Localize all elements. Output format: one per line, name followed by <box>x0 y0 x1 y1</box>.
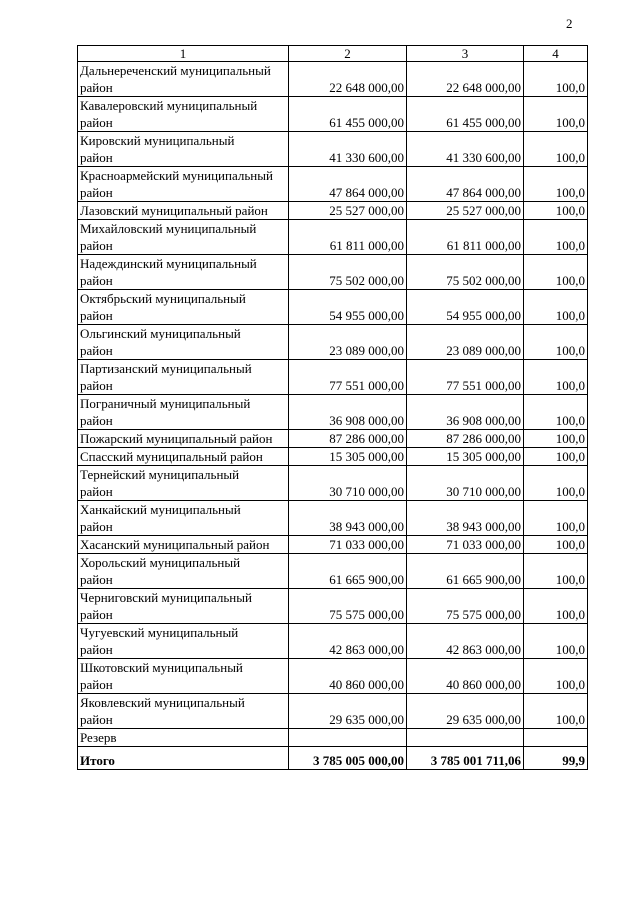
percent-value: 100,0 <box>524 62 588 97</box>
district-name <box>78 501 289 536</box>
percent-value: 100,0 <box>524 220 588 255</box>
district-name-line: район <box>80 677 113 692</box>
district-name-line: район <box>80 238 113 253</box>
actual-amount: 61 811 000,00 <box>407 220 524 255</box>
district-name-line: Резерв <box>80 730 117 745</box>
actual-amount: 77 551 000,00 <box>407 360 524 395</box>
actual-amount: 61 665 900,00 <box>407 554 524 589</box>
column-header-3: 3 <box>407 46 524 62</box>
district-name <box>78 729 289 747</box>
actual-amount: 30 710 000,00 <box>407 466 524 501</box>
planned-amount: 61 811 000,00 <box>289 220 407 255</box>
actual-amount: 41 330 600,00 <box>407 132 524 167</box>
district-name-line: Пограничный муниципальный <box>80 396 251 411</box>
percent-value: 100,0 <box>524 290 588 325</box>
budget-table <box>77 45 588 770</box>
actual-amount: 29 635 000,00 <box>407 694 524 729</box>
percent-value: 100,0 <box>524 466 588 501</box>
percent-value: 100,0 <box>524 167 588 202</box>
actual-amount: 15 305 000,00 <box>407 448 524 466</box>
district-name <box>78 536 289 554</box>
percent-value: 100,0 <box>524 430 588 448</box>
table-row <box>78 554 588 589</box>
district-name-line: район <box>80 185 113 200</box>
actual-amount: 75 502 000,00 <box>407 255 524 290</box>
district-name-line: район <box>80 308 113 323</box>
district-name-line: район <box>80 607 113 622</box>
planned-amount: 75 575 000,00 <box>289 589 407 624</box>
total-planned: 3 785 005 000,00 <box>289 747 407 770</box>
table-row <box>78 589 588 624</box>
planned-amount: 36 908 000,00 <box>289 395 407 430</box>
percent-value: 100,0 <box>524 659 588 694</box>
district-name <box>78 624 289 659</box>
actual-amount: 25 527 000,00 <box>407 202 524 220</box>
district-name-line: район <box>80 519 113 534</box>
district-name <box>78 220 289 255</box>
planned-amount: 38 943 000,00 <box>289 501 407 536</box>
planned-amount: 77 551 000,00 <box>289 360 407 395</box>
actual-amount <box>407 729 524 747</box>
table-row <box>78 466 588 501</box>
district-name <box>78 430 289 448</box>
percent-value: 100,0 <box>524 554 588 589</box>
table-row <box>78 430 588 448</box>
district-name <box>78 694 289 729</box>
column-header-4: 4 <box>524 46 588 62</box>
table-row <box>78 360 588 395</box>
percent-value: 100,0 <box>524 694 588 729</box>
district-name-line: Чугуевский муниципальный <box>80 625 239 640</box>
district-name-line: Ханкайский муниципальный <box>80 502 241 517</box>
planned-amount: 29 635 000,00 <box>289 694 407 729</box>
district-name-line: Спасский муниципальный район <box>80 449 263 464</box>
total-actual: 3 785 001 711,06 <box>407 747 524 770</box>
actual-amount: 87 286 000,00 <box>407 430 524 448</box>
district-name-line: район <box>80 150 113 165</box>
total-row <box>78 747 588 770</box>
district-name <box>78 202 289 220</box>
percent-value: 100,0 <box>524 202 588 220</box>
district-name-line: Хорольский муниципальный <box>80 555 241 570</box>
district-name <box>78 395 289 430</box>
district-name <box>78 290 289 325</box>
planned-amount: 87 286 000,00 <box>289 430 407 448</box>
district-name-line: район <box>80 642 113 657</box>
table-row <box>78 132 588 167</box>
table-row <box>78 220 588 255</box>
district-name-line: район <box>80 484 113 499</box>
actual-amount: 54 955 000,00 <box>407 290 524 325</box>
district-name-line: Пожарский муниципальный район <box>80 431 273 446</box>
table-row <box>78 624 588 659</box>
district-name-line: Красноармейский муниципальный <box>80 168 273 183</box>
planned-amount: 30 710 000,00 <box>289 466 407 501</box>
district-name <box>78 255 289 290</box>
table-row <box>78 729 588 747</box>
table-row <box>78 202 588 220</box>
percent-value: 100,0 <box>524 255 588 290</box>
planned-amount: 47 864 000,00 <box>289 167 407 202</box>
table-row <box>78 255 588 290</box>
district-name-line: Михайловский муниципальный <box>80 221 257 236</box>
district-name-line: район <box>80 572 113 587</box>
district-name <box>78 97 289 132</box>
district-name <box>78 360 289 395</box>
actual-amount: 71 033 000,00 <box>407 536 524 554</box>
percent-value <box>524 729 588 747</box>
district-name-line: район <box>80 378 113 393</box>
table-row <box>78 167 588 202</box>
district-name-line: Кировский муниципальный <box>80 133 235 148</box>
district-name <box>78 659 289 694</box>
percent-value: 100,0 <box>524 624 588 659</box>
district-name-line: район <box>80 273 113 288</box>
planned-amount: 61 455 000,00 <box>289 97 407 132</box>
planned-amount <box>289 729 407 747</box>
total-label: Итого <box>78 747 289 770</box>
table-row <box>78 325 588 360</box>
table-row <box>78 536 588 554</box>
table-row <box>78 694 588 729</box>
table-header-row <box>78 46 588 62</box>
percent-value: 100,0 <box>524 360 588 395</box>
table-row <box>78 501 588 536</box>
percent-value: 100,0 <box>524 395 588 430</box>
total-percent: 99,9 <box>524 747 588 770</box>
actual-amount: 38 943 000,00 <box>407 501 524 536</box>
district-name-line: Тернейский муниципальный <box>80 467 240 482</box>
district-name <box>78 589 289 624</box>
table-row <box>78 448 588 466</box>
district-name-line: Партизанский муниципальный <box>80 361 252 376</box>
planned-amount: 41 330 600,00 <box>289 132 407 167</box>
percent-value: 100,0 <box>524 97 588 132</box>
district-name-line: район <box>80 80 113 95</box>
planned-amount: 40 860 000,00 <box>289 659 407 694</box>
district-name <box>78 132 289 167</box>
district-name <box>78 466 289 501</box>
district-name-line: Лазовский муниципальный район <box>80 203 268 218</box>
actual-amount: 22 648 000,00 <box>407 62 524 97</box>
column-header-1: 1 <box>78 46 289 62</box>
actual-amount: 47 864 000,00 <box>407 167 524 202</box>
planned-amount: 25 527 000,00 <box>289 202 407 220</box>
district-name <box>78 448 289 466</box>
district-name <box>78 554 289 589</box>
planned-amount: 23 089 000,00 <box>289 325 407 360</box>
planned-amount: 61 665 900,00 <box>289 554 407 589</box>
table-body <box>78 62 588 747</box>
planned-amount: 75 502 000,00 <box>289 255 407 290</box>
actual-amount: 40 860 000,00 <box>407 659 524 694</box>
district-name-line: Ольгинский муниципальный <box>80 326 241 341</box>
planned-amount: 42 863 000,00 <box>289 624 407 659</box>
planned-amount: 15 305 000,00 <box>289 448 407 466</box>
actual-amount: 23 089 000,00 <box>407 325 524 360</box>
district-name-line: Яковлевский муниципальный <box>80 695 245 710</box>
district-name-line: район <box>80 115 113 130</box>
district-name <box>78 325 289 360</box>
table-row <box>78 62 588 97</box>
district-name-line: район <box>80 413 113 428</box>
percent-value: 100,0 <box>524 501 588 536</box>
column-header-2: 2 <box>289 46 407 62</box>
planned-amount: 22 648 000,00 <box>289 62 407 97</box>
planned-amount: 71 033 000,00 <box>289 536 407 554</box>
actual-amount: 75 575 000,00 <box>407 589 524 624</box>
percent-value: 100,0 <box>524 325 588 360</box>
table-row <box>78 395 588 430</box>
district-name-line: Хасанский муниципальный район <box>80 537 270 552</box>
planned-amount: 54 955 000,00 <box>289 290 407 325</box>
table-row <box>78 97 588 132</box>
actual-amount: 36 908 000,00 <box>407 395 524 430</box>
district-name-line: Шкотовский муниципальный <box>80 660 243 675</box>
district-name-line: Дальнереченский муниципальный <box>80 63 271 78</box>
district-name-line: Кавалеровский муниципальный <box>80 98 258 113</box>
table-row <box>78 290 588 325</box>
district-name <box>78 167 289 202</box>
percent-value: 100,0 <box>524 589 588 624</box>
page-number: 2 <box>566 16 573 31</box>
district-name-line: Надеждинский муниципальный <box>80 256 257 271</box>
district-name-line: район <box>80 343 113 358</box>
district-name-line: Октябрьский муниципальный <box>80 291 246 306</box>
district-name-line: Черниговский муниципальный <box>80 590 252 605</box>
table-row <box>78 659 588 694</box>
actual-amount: 42 863 000,00 <box>407 624 524 659</box>
percent-value: 100,0 <box>524 132 588 167</box>
actual-amount: 61 455 000,00 <box>407 97 524 132</box>
percent-value: 100,0 <box>524 448 588 466</box>
percent-value: 100,0 <box>524 536 588 554</box>
district-name-line: район <box>80 712 113 727</box>
district-name <box>78 62 289 97</box>
